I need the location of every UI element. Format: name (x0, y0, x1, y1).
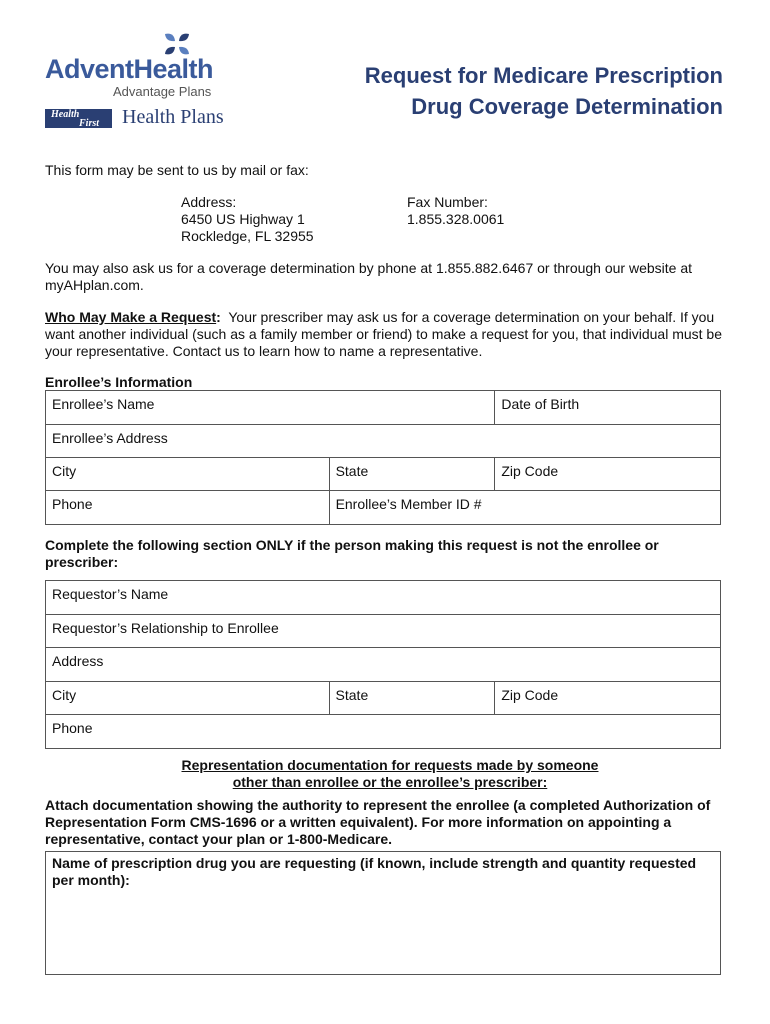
enrollee-name-field[interactable]: Enrollee’s Name (46, 391, 495, 425)
health-first-badge: Health First (45, 109, 112, 128)
representation-text: Attach documentation showing the authority to represent the enrollee (a completed Authorization of Representation Form CMS-1696 or a written equivalent). For more information on appointing a representative, contact your plan or 1-800-Medicare. (45, 797, 711, 847)
drug-name-label: Name of prescription drug you are requesting (if known, include strength and quantity requested per month): (52, 855, 697, 888)
requestor-city-field[interactable]: City (46, 682, 330, 715)
enrollee-dob-field[interactable]: Date of Birth (495, 391, 721, 425)
enrollee-zip-field[interactable]: Zip Code (495, 458, 721, 491)
requestor-address-field[interactable]: Address (46, 648, 721, 682)
adventhealth-logo (45, 32, 230, 102)
requestor-state-field[interactable]: State (329, 682, 495, 715)
sub-brand: Advantage Plans (113, 84, 212, 99)
requestor-zip-field[interactable]: Zip Code (495, 682, 721, 715)
who-may-request: Who May Make a Request: Your prescriber may ask us for a coverage determination on your behalf. If you want another individual (such as a family member or friend) to make a request for you, that individual must be your representative. Contact us to learn how to name a representative. (45, 309, 722, 359)
representation-heading: Representation documentation for requests made by someone other than enrollee or the enrollee’s prescriber: (181, 757, 599, 790)
enrollee-member-id-field[interactable]: Enrollee’s Member ID # (329, 491, 720, 525)
requestor-relationship-field[interactable]: Requestor’s Relationship to Enrollee (46, 615, 721, 648)
mail-fax-intro: This form may be sent to us by mail or fax: (45, 162, 309, 178)
fax-info: Fax Number: 1.855.328.0061 (407, 194, 505, 227)
enrollee-state-field[interactable]: State (329, 458, 495, 491)
mailing-address: Address: 6450 US Highway 1 Rockledge, FL 32955 (181, 194, 314, 244)
brand-health: Health (133, 54, 214, 84)
requestor-table (45, 580, 721, 749)
enrollee-address-field[interactable]: Enrollee’s Address (46, 425, 721, 458)
requestor-phone-field[interactable]: Phone (46, 715, 721, 749)
enrollee-city-field[interactable]: City (46, 458, 330, 491)
drug-name-box[interactable] (45, 851, 721, 975)
leaf-icon (162, 32, 192, 56)
brand-advent: Advent (45, 54, 134, 84)
who-may-text: Your prescriber may ask us for a coverage determination on your behalf. If you want another individual (such as a family member or friend) to make a request for you, that individual must be your representative. Contact us to learn how to name a representative. (45, 309, 722, 359)
page-title: Request for Medicare Prescription Drug Coverage Determination (364, 63, 723, 119)
who-may-heading: Who May Make a Request (45, 309, 217, 325)
health-plans-text: Health Plans (122, 106, 224, 128)
enrollee-phone-field[interactable]: Phone (46, 491, 330, 525)
enrollee-heading: Enrollee’s Information (45, 374, 193, 390)
health-first-logo (45, 106, 235, 131)
requestor-name-field[interactable]: Requestor’s Name (46, 581, 721, 615)
requestor-instruction: Complete the following section ONLY if the person making this request is not the enrollee or prescriber: (45, 537, 659, 570)
enrollee-table (45, 390, 721, 525)
phone-website-text: You may also ask us for a coverage determination by phone at 1.855.882.6467 or through our website at myAHplan.com. (45, 260, 693, 293)
